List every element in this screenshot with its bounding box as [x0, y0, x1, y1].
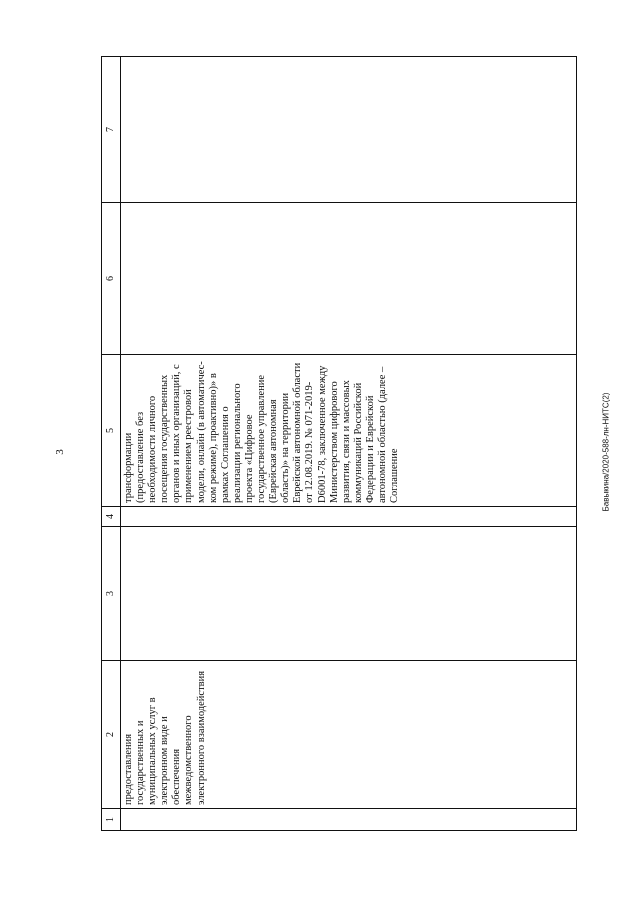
- header-col-7: 7: [102, 57, 121, 203]
- header-col-2: 2: [102, 661, 121, 809]
- cell-3-text: [121, 527, 125, 660]
- table-header-row: [102, 57, 121, 831]
- cell-col-6: [121, 203, 577, 355]
- cell-col-4: [121, 507, 577, 527]
- page-number: 3: [54, 449, 66, 455]
- cell-col-2: [121, 661, 577, 809]
- document-table-wrapper: [101, 57, 577, 831]
- header-col-4: 4: [102, 507, 121, 527]
- cell-1-text: [121, 809, 125, 830]
- cell-col-5: [121, 355, 577, 507]
- header-col-5: 5: [102, 355, 121, 507]
- cell-col-1: [121, 809, 577, 831]
- cell-6-text: [121, 203, 125, 354]
- document-table: [101, 56, 577, 831]
- document-footer-code: Бавыкина/2020-588-лн-НИТС(2): [601, 392, 611, 512]
- header-col-6: 6: [102, 203, 121, 355]
- cell-4-text: [121, 507, 125, 526]
- cell-2-text: предоставления государственных и муниципальных услуг в электронном виде и обеспечения межведомственного электронного взаимодействия: [123, 670, 207, 805]
- header-col-3: 3: [102, 527, 121, 661]
- cell-5-text: трансформации (предоставление без необходимости личного посещения государственных органов и иных организаций, с применением реестровой модели, онлайн (в автоматичес-ком режиме), проактивно)» в рамках Соглашения о реализации регионального проекта «Цифровое государственное управление (Еврейская автономная область)» на территории Еврейской автономной области от 12.08.2019. № 071-2019-D6001-78, заключенное между Министерством цифрового развития, связи и массовых коммуникаций Российской Федерации и Еврейской автономной областью (далее – Соглашение: [123, 361, 401, 503]
- table-row: [121, 57, 577, 831]
- cell-7-text: [121, 57, 125, 202]
- cell-col-3: [121, 527, 577, 661]
- header-col-1: 1: [102, 809, 121, 831]
- cell-col-7: [121, 57, 577, 203]
